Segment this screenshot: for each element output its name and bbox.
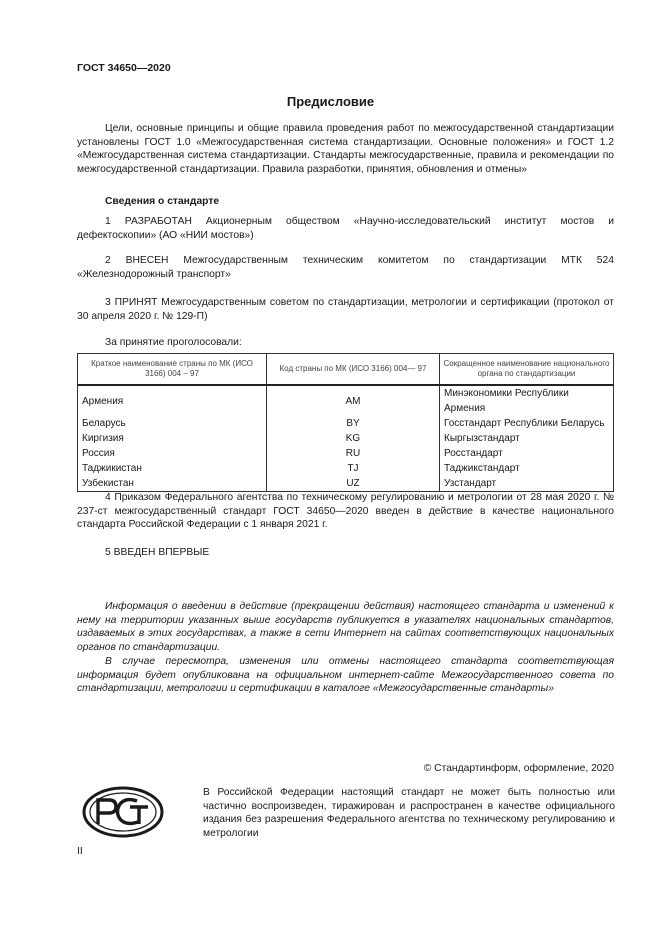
cell-code: RU (267, 446, 440, 461)
cell-country: Узбекистан (78, 476, 267, 492)
column-header-code: Код страны по МК (ИСО 3166) 004— 97 (267, 354, 440, 386)
info-paragraph-2: В случае пересмотра, изменения или отмены настоящего стандарта соответствующая информация будет опубликована на официальном интернет-сайте Межгосударственного совета по стандартизации, метрологии и сертификации в каталоге «Межгосударственные стандарты» (77, 656, 614, 695)
document-code: ГОСТ 34650—2020 (77, 62, 171, 74)
table-row (78, 476, 614, 492)
table-row (78, 385, 614, 416)
table-row (78, 416, 614, 431)
item-developed: 1 РАЗРАБОТАН Акционерным обществом «Научно-исследовательский институт мостов и дефектоскопии» (АО «НИИ мостов») (77, 216, 614, 241)
cell-code: KG (267, 431, 440, 446)
cell-body: Кыргызстандарт (440, 431, 614, 446)
voting-table (77, 353, 614, 492)
copyright-notice: В Российской Федерации настоящий стандарт не может быть полностью или частично воспроизведен, тиражирован и распространен в качестве официального издания без разрешения Федерального агентства по техническому регулированию и метрологии (203, 787, 615, 839)
rst-logo-icon (82, 786, 164, 838)
cell-body: Узстандарт (440, 476, 614, 492)
table-row (78, 431, 614, 446)
cell-body: Росстандарт (440, 446, 614, 461)
cell-code: UZ (267, 476, 440, 492)
cell-country: Армения (78, 385, 267, 416)
cell-body: Таджикстандарт (440, 461, 614, 476)
table-row (78, 446, 614, 461)
cell-code: AM (267, 385, 440, 416)
copyright: © Стандартинформ, оформление, 2020 (423, 763, 614, 774)
about-heading: Сведения о стандарте (105, 196, 220, 207)
cell-country: Беларусь (78, 416, 267, 431)
cell-country: Киргизия (78, 431, 267, 446)
table-row (78, 461, 614, 476)
voted-label: За принятие проголосовали: (105, 337, 242, 348)
intro-paragraph: Цели, основные принципы и общие правила проведения работ по межгосударственной стандартизации установлены ГОСТ 1.0 «Межгосударственная система стандартизации. Основные положения» и ГОСТ 1.2 «Межгосударственная система стандартизации. Стандарты межгосударственные, правила и рекомендации по межгосударственной стандартизации. Правила разработки, принятия, обновления и отмены» (77, 123, 614, 175)
column-header-country: Краткое наименование страны по МК (ИСО 3166) 004 – 97 (78, 354, 267, 386)
item-first: 5 ВВЕДЕН ВПЕРВЫЕ (105, 547, 210, 558)
info-paragraph-1: Информация о введении в действие (прекращении действия) настоящего стандарта и изменений к нему на территории указанных выше государств публикуется в указателях национальных стандартов, издаваемых в этих государствах, а также в сети Интернет на сайтах соответствующих национальных органов по стандартизации. (77, 601, 614, 653)
cell-body: Минэкономики Республики Армения (440, 385, 614, 416)
cell-code: BY (267, 416, 440, 431)
item-introduced: 2 ВНЕСЕН Межгосударственным техническим комитетом по стандартизации МТК 524 «Железнодорожный транспорт» (77, 255, 614, 280)
column-header-body: Сокращенное наименование национального органа по стандартизации (440, 354, 614, 386)
cell-country: Россия (78, 446, 267, 461)
item-adopted: 3 ПРИНЯТ Межгосударственным советом по стандартизации, метрологии и сертификации (протокол от 30 апреля 2020 г. № 129-П) (77, 297, 614, 322)
table-header-row (78, 354, 614, 386)
page-number: II (77, 846, 83, 857)
item-order: 4 Приказом Федерального агентства по техническому регулированию и метрологии от 28 мая 2020 г. № 237-ст межгосударственный стандарт ГОСТ 34650—2020 введен в действие в качестве национального стандарта Российской Федерации с 1 января 2021 г. (77, 492, 614, 531)
cell-code: TJ (267, 461, 440, 476)
cell-body: Госстандарт Республики Беларусь (440, 416, 614, 431)
page-title: Предисловие (286, 94, 375, 109)
cell-country: Таджикистан (78, 461, 267, 476)
